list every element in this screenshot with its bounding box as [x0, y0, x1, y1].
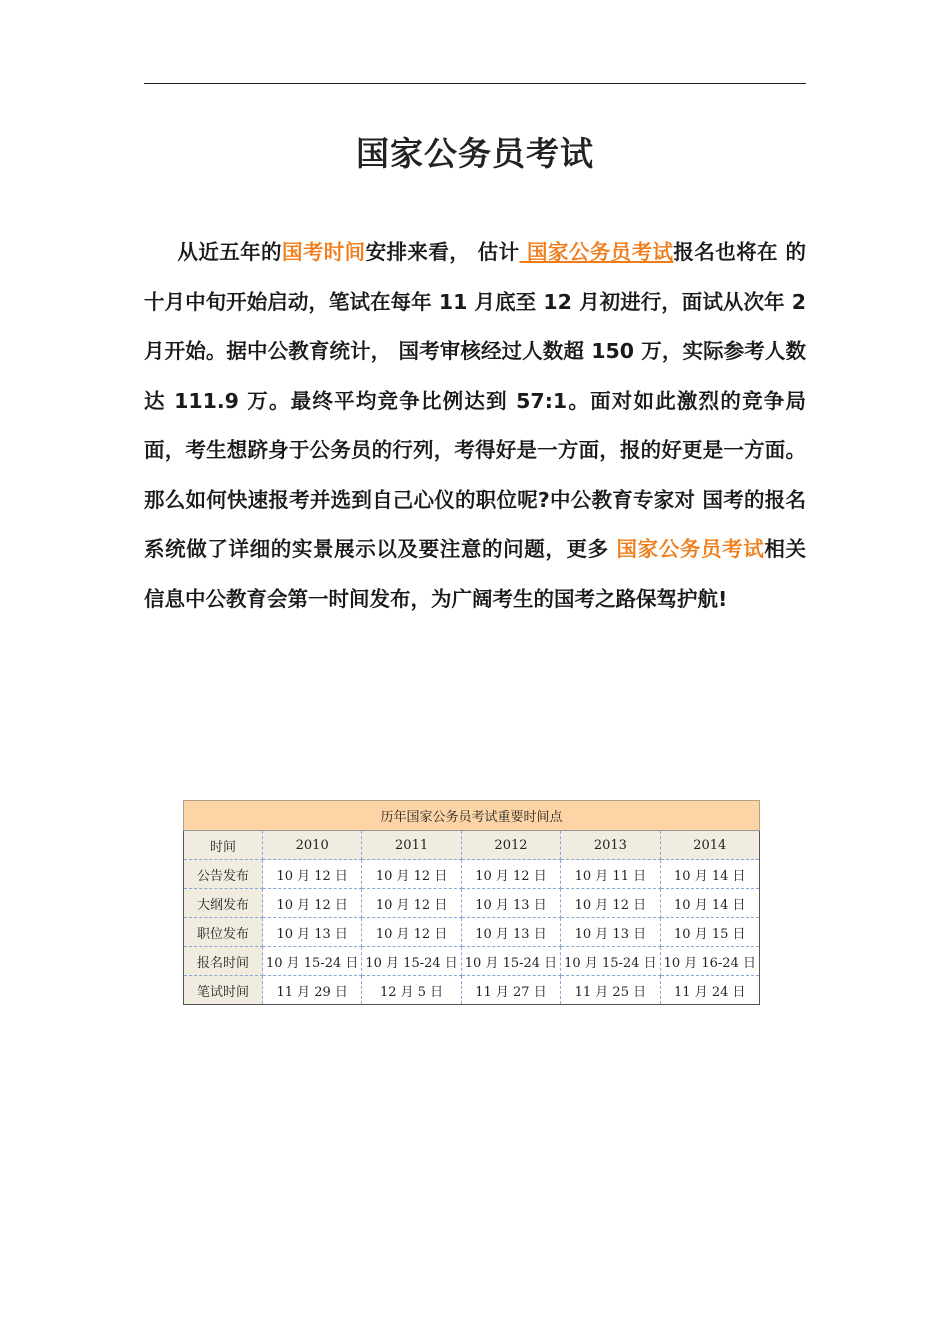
- table-cell: 10 月 13 日: [263, 918, 362, 947]
- row-label: 大纲发布: [184, 889, 263, 918]
- row-label: 笔试时间: [184, 976, 263, 1005]
- table-row: [184, 860, 760, 889]
- table-cell: 10 月 13 日: [461, 889, 560, 918]
- table-cell: 10 月 12 日: [362, 889, 461, 918]
- table-cell: 10 月 16-24 日: [660, 947, 759, 976]
- table-caption: 历年国家公务员考试重要时间点: [184, 801, 760, 831]
- table-cell: 10 月 12 日: [561, 889, 660, 918]
- header-cell: 2010: [263, 831, 362, 860]
- row-label: 职位发布: [184, 918, 263, 947]
- header-cell: 2013: [561, 831, 660, 860]
- row-label: 公告发布: [184, 860, 263, 889]
- row-label: 报名时间: [184, 947, 263, 976]
- para-text-3: 报名也将在 的十月中旬开始启动，笔试在每年 11 月底至 12 月初进行，面试从次年 2 月开始。据中公教育统计， 国考审核经过人数超 150 万，实际参考人数达 111.9 万。最终平均竞争比例达到 57:1。面对如此激烈的竞争局面，考生想跻身于公务员的行列，考得好是一方面，报的好更是一方面。那么如何快速报考并选到自己心仪的职位呢?中公教育专家对 国考的报名系统做了详细的实景展示以及要注意的问题，更多: [144, 240, 806, 561]
- table-row: [184, 947, 760, 976]
- table-cell: 10 月 12 日: [263, 860, 362, 889]
- exam-time-link[interactable]: 国考时间: [281, 240, 366, 264]
- table-cell: 10 月 12 日: [362, 860, 461, 889]
- table-row: [184, 889, 760, 918]
- table-row: [184, 918, 760, 947]
- table-header-row: [184, 831, 760, 860]
- para-text-1: 从近五年的: [177, 240, 282, 264]
- table-row: [184, 976, 760, 1005]
- table-cell: 10 月 15-24 日: [461, 947, 560, 976]
- para-text-2: 安排来看， 估计: [365, 240, 520, 264]
- table-cell: 10 月 15-24 日: [561, 947, 660, 976]
- table-cell: 10 月 15 日: [660, 918, 759, 947]
- table-cell: 11 月 25 日: [561, 976, 660, 1005]
- page-title: 国家公务员考试: [356, 134, 594, 173]
- table-cell: 11 月 29 日: [263, 976, 362, 1005]
- table-cell: 12 月 5 日: [362, 976, 461, 1005]
- table-cell: 11 月 24 日: [660, 976, 759, 1005]
- table-caption-row: [184, 801, 760, 831]
- table-cell: 10 月 15-24 日: [263, 947, 362, 976]
- intro-paragraph: [144, 228, 806, 624]
- table-cell: 10 月 12 日: [461, 860, 560, 889]
- table-cell: 10 月 14 日: [660, 860, 759, 889]
- table-cell: 10 月 11 日: [561, 860, 660, 889]
- civil-service-exam-link-2[interactable]: 国家公务员考试: [616, 537, 765, 561]
- civil-service-exam-link[interactable]: 国家公务员考试: [519, 240, 674, 264]
- table-cell: 10 月 15-24 日: [362, 947, 461, 976]
- header-cell: 2012: [461, 831, 560, 860]
- table-cell: 10 月 13 日: [561, 918, 660, 947]
- table-cell: 10 月 13 日: [461, 918, 560, 947]
- header-cell: 2014: [660, 831, 759, 860]
- para-text-4: 相关信息中公教育会第一时间发布，为广阔考生的国考之路保驾护航!: [144, 537, 806, 611]
- exam-schedule-table: [183, 800, 760, 1005]
- header-cell: 时间: [184, 831, 263, 860]
- table-cell: 10 月 12 日: [263, 889, 362, 918]
- header-cell: 2011: [362, 831, 461, 860]
- table-cell: 10 月 12 日: [362, 918, 461, 947]
- table-cell: 11 月 27 日: [461, 976, 560, 1005]
- table-cell: 10 月 14 日: [660, 889, 759, 918]
- top-rule: [144, 83, 806, 84]
